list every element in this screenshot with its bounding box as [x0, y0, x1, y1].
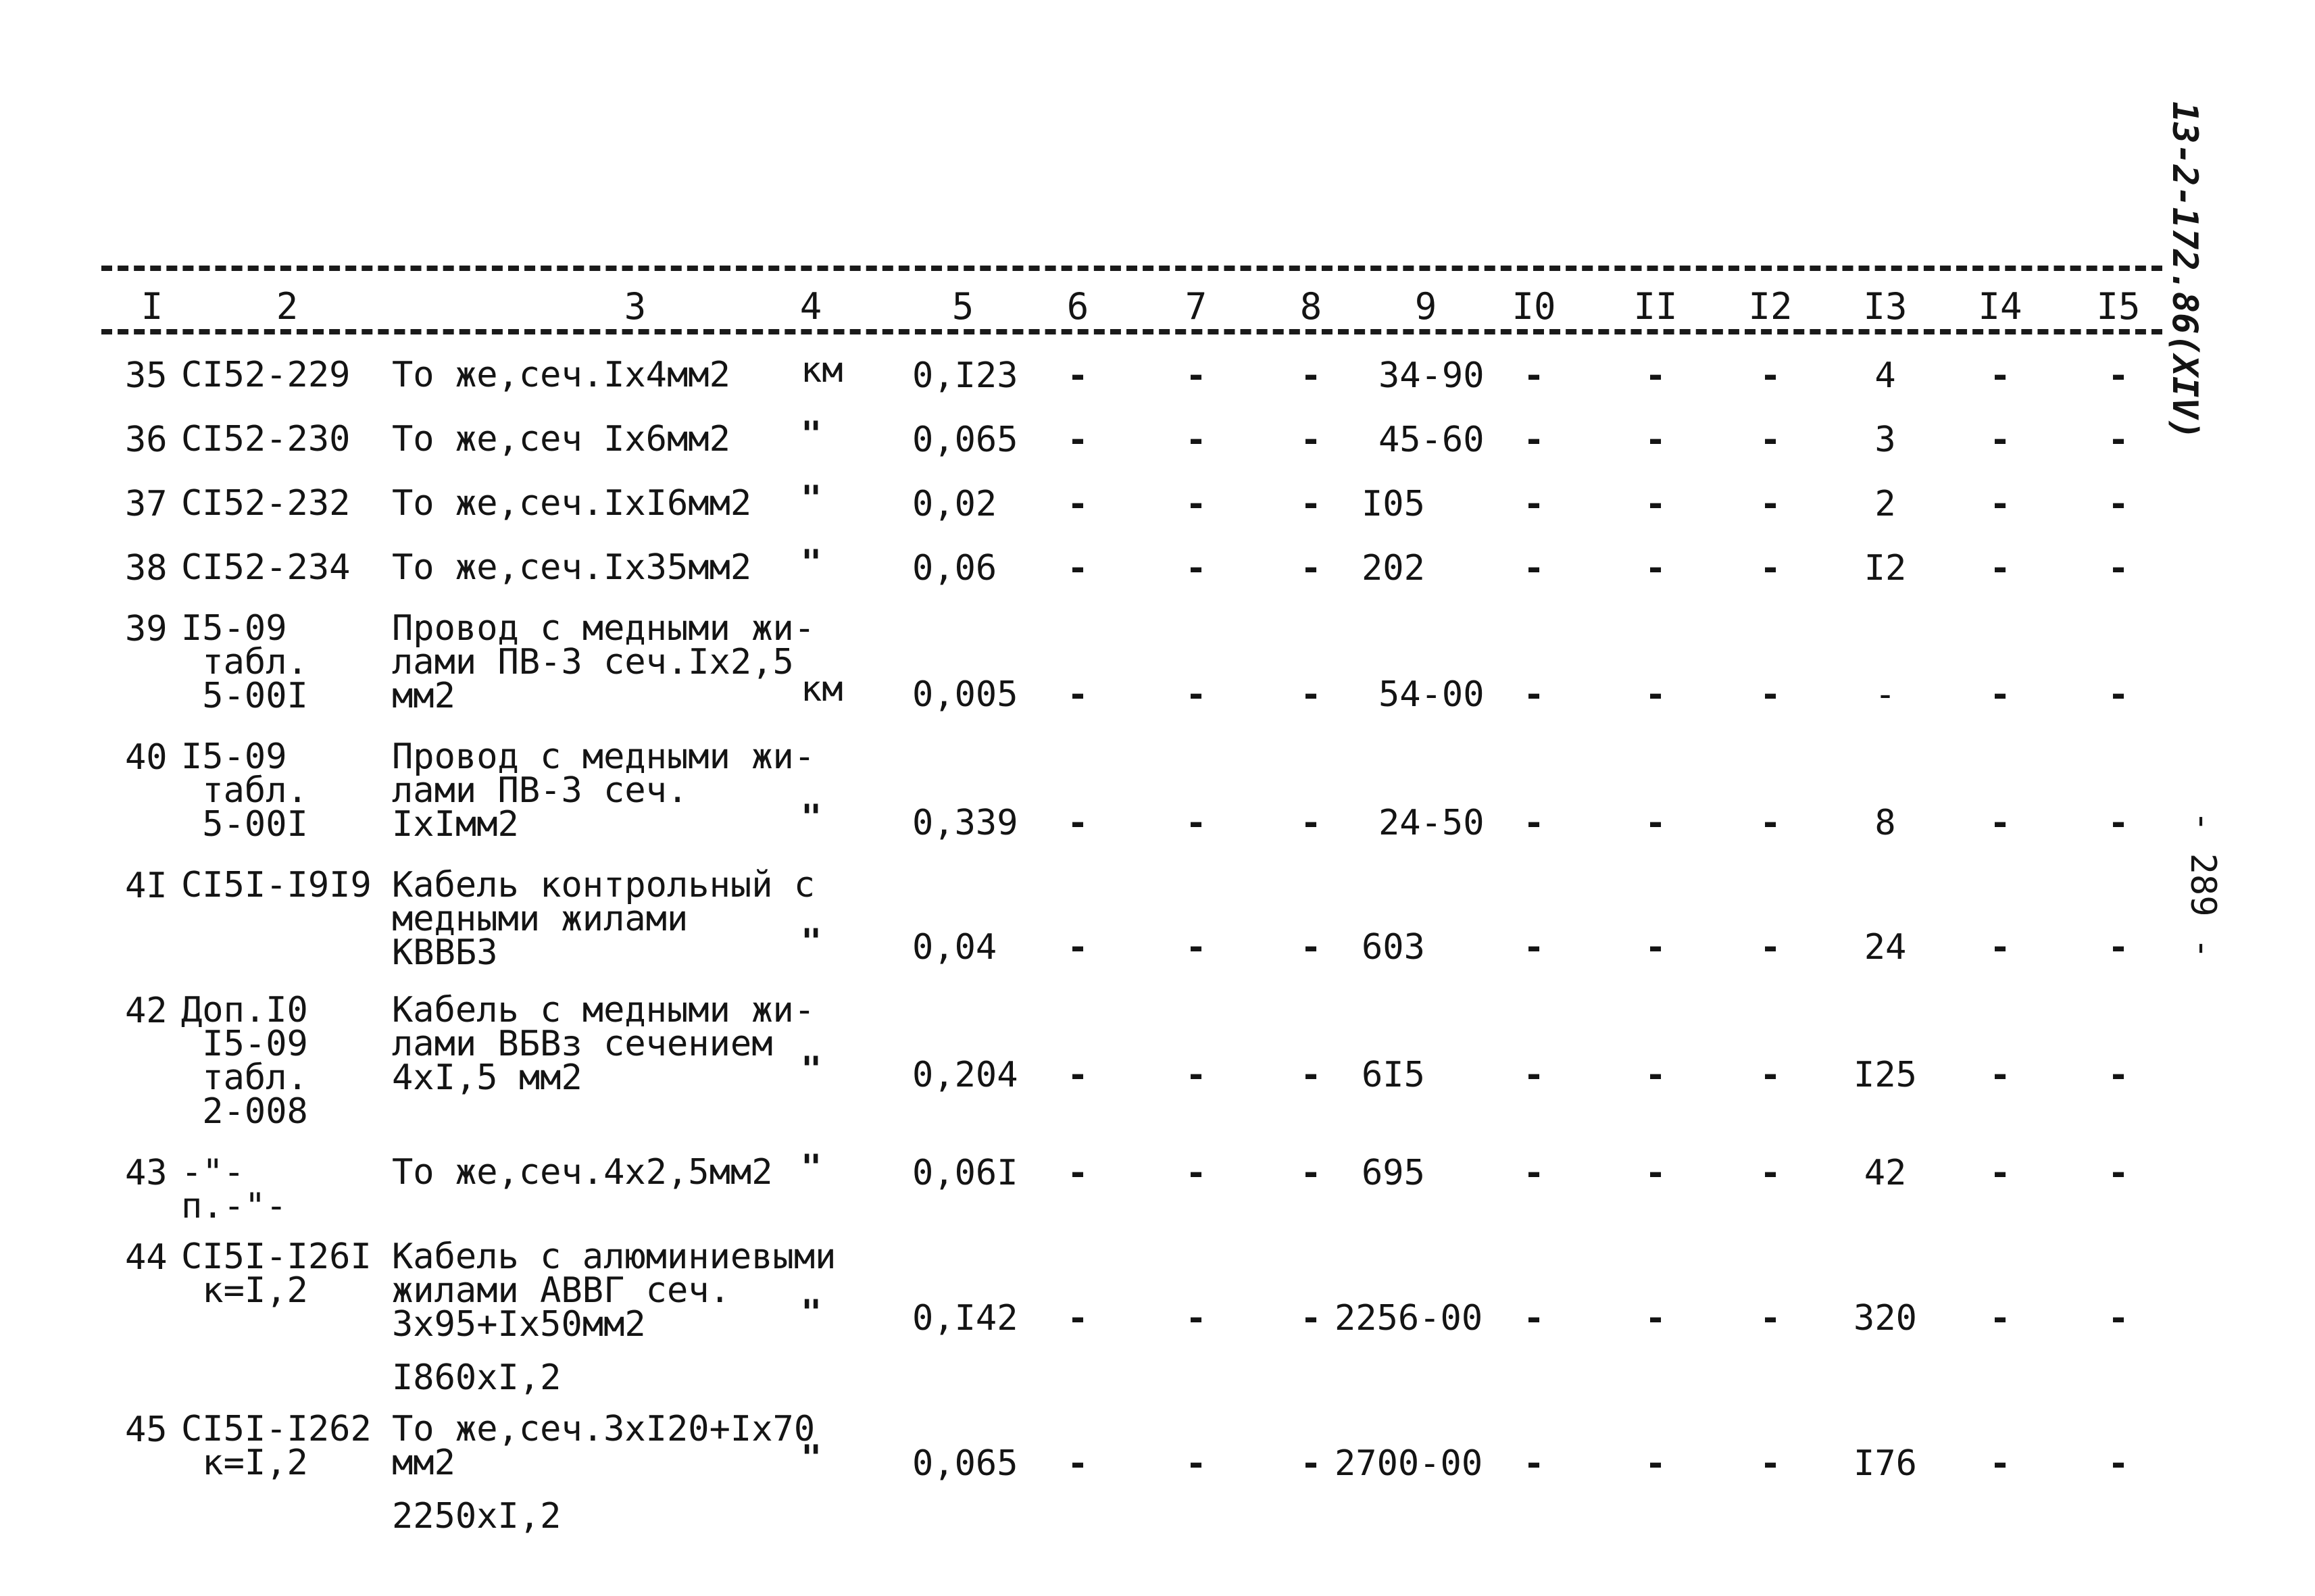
column-header-4: 4 — [799, 285, 822, 328]
row-number: 42 — [125, 991, 168, 1031]
row-c6: - — [1067, 548, 1089, 589]
row-quantity: 0,06I — [912, 1153, 1018, 1193]
row-price: 695 — [1362, 1153, 1425, 1193]
row-c11: - — [1645, 548, 1666, 589]
column-header-12: I2 — [1748, 285, 1793, 328]
row-description: Кабель с алюминиевыми жилами АВВГ сеч. 3х95+Iх50мм2 — [392, 1237, 837, 1345]
row-description-extra: 2250хI,2 — [392, 1496, 562, 1537]
row-c10: - — [1523, 1443, 1545, 1484]
row-c12: - — [1760, 803, 1781, 843]
row-description: То же,сеч.3хI20+Iх70 мм2 — [392, 1409, 816, 1483]
row-unit: " — [801, 1438, 822, 1478]
row-code: CI52-232 — [181, 483, 351, 524]
column-header-14: I4 — [1978, 285, 2022, 328]
row-c10: - — [1523, 1298, 1545, 1339]
row-c6: - — [1067, 420, 1089, 460]
row-quantity: 0,04 — [912, 927, 997, 968]
row-c15: - — [2108, 484, 2129, 524]
row-c14: - — [1989, 1443, 2011, 1484]
row-description: То же,сеч.IхI6мм2 — [392, 483, 752, 524]
row-c15: - — [2108, 355, 2129, 396]
row-number: 35 — [125, 355, 168, 396]
row-number: 45 — [125, 1410, 168, 1450]
row-col13: I25 — [1853, 1055, 1917, 1095]
row-price: 24-50 — [1378, 803, 1485, 843]
row-c7: - — [1185, 674, 1207, 715]
row-c7: - — [1185, 355, 1207, 396]
row-c8: - — [1300, 803, 1322, 843]
row-code: CI5I-I9I9 — [181, 865, 372, 905]
row-c14: - — [1989, 927, 2011, 968]
row-c8: - — [1300, 484, 1322, 524]
row-col13: 320 — [1853, 1298, 1917, 1339]
row-c15: - — [2108, 1298, 2129, 1339]
row-number: 37 — [125, 484, 168, 524]
row-c15: - — [2108, 548, 2129, 589]
row-price: 6I5 — [1362, 1055, 1425, 1095]
column-header-13: I3 — [1863, 285, 1908, 328]
row-c6: - — [1067, 1298, 1089, 1339]
row-c15: - — [2108, 1055, 2129, 1095]
row-unit: " — [801, 543, 822, 583]
row-c11: - — [1645, 927, 1666, 968]
row-c8: - — [1300, 1055, 1322, 1095]
row-c8: - — [1300, 1298, 1322, 1339]
row-unit: км — [801, 350, 843, 391]
row-c10: - — [1523, 355, 1545, 396]
row-unit: " — [801, 1049, 822, 1090]
row-col13: 42 — [1864, 1153, 1907, 1193]
row-c15: - — [2108, 1443, 2129, 1484]
column-header-15: I5 — [2096, 285, 2141, 328]
row-unit: " — [801, 1147, 822, 1188]
row-quantity: 0,I23 — [912, 355, 1018, 396]
row-c10: - — [1523, 803, 1545, 843]
row-c14: - — [1989, 674, 2011, 715]
column-header-10: I0 — [1512, 285, 1556, 328]
row-c15: - — [2108, 674, 2129, 715]
row-col13: I2 — [1864, 548, 1907, 589]
row-c7: - — [1185, 1298, 1207, 1339]
column-header-2: 2 — [276, 285, 299, 328]
row-description: Провод с медными жи- лами ПВ-3 сеч.Iх2,5 мм2 — [392, 608, 816, 716]
row-c14: - — [1989, 355, 2011, 396]
row-c14: - — [1989, 1298, 2011, 1339]
row-code: I5-09 табл. 5-00I — [181, 737, 308, 845]
row-description: То же,сеч.Iх35мм2 — [392, 547, 752, 588]
row-c10: - — [1523, 548, 1545, 589]
row-price: 2256-00 — [1335, 1298, 1483, 1339]
row-c11: - — [1645, 420, 1666, 460]
row-unit: км — [801, 669, 843, 709]
row-quantity: 0,065 — [912, 1443, 1018, 1484]
row-c10: - — [1523, 674, 1545, 715]
row-c11: - — [1645, 1055, 1666, 1095]
row-c12: - — [1760, 1298, 1781, 1339]
row-c7: - — [1185, 420, 1207, 460]
column-header-9: 9 — [1414, 285, 1437, 328]
row-col13: 3 — [1874, 420, 1896, 460]
row-c8: - — [1300, 927, 1322, 968]
header-top-rule — [101, 266, 2162, 271]
row-c7: - — [1185, 1153, 1207, 1193]
row-c8: - — [1300, 1443, 1322, 1484]
row-c14: - — [1989, 548, 2011, 589]
row-c15: - — [2108, 803, 2129, 843]
column-header-11: II — [1633, 285, 1678, 328]
row-description: Кабель контрольный с медными жилами КВВБЗ — [392, 865, 816, 973]
row-c10: - — [1523, 927, 1545, 968]
row-c12: - — [1760, 548, 1781, 589]
column-header-5: 5 — [951, 285, 974, 328]
row-c12: - — [1760, 1443, 1781, 1484]
row-quantity: 0,02 — [912, 484, 997, 524]
row-c7: - — [1185, 484, 1207, 524]
row-c15: - — [2108, 420, 2129, 460]
row-c7: - — [1185, 1055, 1207, 1095]
row-c15: - — [2108, 1153, 2129, 1193]
row-number: 40 — [125, 737, 168, 778]
row-quantity: 0,005 — [912, 674, 1018, 715]
row-c6: - — [1067, 1055, 1089, 1095]
row-unit: " — [801, 414, 822, 455]
row-quantity: 0,06 — [912, 548, 997, 589]
row-c7: - — [1185, 548, 1207, 589]
row-c12: - — [1760, 484, 1781, 524]
row-c12: - — [1760, 1153, 1781, 1193]
row-number: 36 — [125, 420, 168, 460]
column-header-6: 6 — [1066, 285, 1089, 328]
row-description: Провод с медными жи- лами ПВ-3 сеч. IхIмм2 — [392, 737, 816, 845]
row-c12: - — [1760, 1055, 1781, 1095]
row-description: То же,сеч Iх6мм2 — [392, 419, 730, 459]
row-c12: - — [1760, 674, 1781, 715]
row-col13: I76 — [1853, 1443, 1917, 1484]
row-code: CI52-234 — [181, 547, 351, 588]
row-quantity: 0,065 — [912, 420, 1018, 460]
row-c12: - — [1760, 420, 1781, 460]
row-c10: - — [1523, 484, 1545, 524]
page-number: - 289 - — [2183, 811, 2223, 959]
row-col13: 4 — [1874, 355, 1896, 396]
row-price: 54-00 — [1378, 674, 1485, 715]
row-price: I05 — [1362, 484, 1425, 524]
row-c15: - — [2108, 927, 2129, 968]
row-c10: - — [1523, 1055, 1545, 1095]
row-c12: - — [1760, 355, 1781, 396]
row-unit: " — [801, 478, 822, 519]
row-quantity: 0,I42 — [912, 1298, 1018, 1339]
document-page: 13-2-172.86(XIV) - 289 - I 2 3 4 5 6 7 8 9 I0 II I2 I3 I4 I5 35 CI52-229 То же,сеч.Iх4мм2 км 0,I23 34-90 4 - - - - - - - - 36 CI52-230 То же,сеч Iх6мм2 " 0,065 45-60 3 - - - - - - - - 37 CI52-232 То же,сеч.IхI6мм2 " 0,02 I05 2 - - - - - - - - 38 CI52-234 То же,сеч.Iх35мм2 " 0,06 202 I2 - - - - - - - - 39 I5-09 табл. 5-00I Провод с медными жи- лами ПВ-3 сеч.Iх2,5 мм2 км 0,005 54-00 - - - - - - - - - 40 I5-09 табл. 5-00I Провод с медными жи- лами ПВ-3 сеч. IхIмм2 " 0,339 24-50 8 - - - - - - - - 4I CI5I-I9I9 Кабель контрольный с медными жилами КВВБЗ " 0,04 603 24 - - - - - - - - 42 Доп.I0 I5-09 табл. 2-008 Кабель с медными жи- лами ВБВз сечением 4хI,5 мм2 " 0,204 6I5 I25 - - - - - - - - 43 -"- п.-"- То же,сеч.4х2,5мм2 " 0,06I 695 42 - - - - - - - - 44 CI5I-I26I к=I,2 Кабель с алюминиевыми жилами АВВГ сеч. 3х95+Iх50мм2 I860хI,2 " 0,I42 2256-00 320 - - - - - - - - 45 CI5I-I262 к=I,2 То же,сеч.3хI20+Iх70 мм2 2250хI,2 " 0,065 2700-00 I76 - - - - - - - - — [0, 0, 2315, 1596]
row-c14: - — [1989, 420, 2011, 460]
row-price: 202 — [1362, 548, 1425, 589]
column-header-1: I — [141, 285, 164, 328]
row-c12: - — [1760, 927, 1781, 968]
row-number: 38 — [125, 548, 168, 589]
row-c6: - — [1067, 674, 1089, 715]
row-c11: - — [1645, 1153, 1666, 1193]
row-c11: - — [1645, 355, 1666, 396]
row-c11: - — [1645, 1298, 1666, 1339]
row-price: 2700-00 — [1335, 1443, 1483, 1484]
row-c6: - — [1067, 1153, 1089, 1193]
row-col13: - — [1874, 674, 1896, 715]
row-number: 39 — [125, 609, 168, 649]
row-number: 43 — [125, 1153, 168, 1193]
row-price: 45-60 — [1378, 420, 1485, 460]
row-unit: " — [801, 797, 822, 838]
row-code: -"- п.-"- — [181, 1152, 287, 1226]
row-quantity: 0,204 — [912, 1055, 1018, 1095]
row-unit: " — [801, 1293, 822, 1333]
row-c8: - — [1300, 1153, 1322, 1193]
row-number: 4I — [125, 866, 168, 906]
column-header-3: 3 — [624, 285, 647, 328]
row-c6: - — [1067, 1443, 1089, 1484]
row-c7: - — [1185, 927, 1207, 968]
row-c6: - — [1067, 803, 1089, 843]
row-c14: - — [1989, 1055, 2011, 1095]
row-c8: - — [1300, 548, 1322, 589]
row-c7: - — [1185, 1443, 1207, 1484]
row-code: CI5I-I262 к=I,2 — [181, 1409, 372, 1483]
row-price: 34-90 — [1378, 355, 1485, 396]
row-c14: - — [1989, 1153, 2011, 1193]
row-c11: - — [1645, 674, 1666, 715]
row-c10: - — [1523, 1153, 1545, 1193]
row-code: Доп.I0 I5-09 табл. 2-008 — [181, 990, 308, 1132]
row-c11: - — [1645, 803, 1666, 843]
row-c11: - — [1645, 1443, 1666, 1484]
row-col13: 8 — [1874, 803, 1896, 843]
row-description: То же,сеч.4х2,5мм2 — [392, 1152, 773, 1193]
row-c8: - — [1300, 674, 1322, 715]
row-c10: - — [1523, 420, 1545, 460]
column-header-8: 8 — [1299, 285, 1322, 328]
row-col13: 2 — [1874, 484, 1896, 524]
row-code: CI52-229 — [181, 355, 351, 395]
row-description-extra: I860хI,2 — [392, 1357, 562, 1398]
row-description: То же,сеч.Iх4мм2 — [392, 355, 730, 395]
row-c6: - — [1067, 355, 1089, 396]
row-c8: - — [1300, 420, 1322, 460]
row-code: I5-09 табл. 5-00I — [181, 608, 308, 716]
row-number: 44 — [125, 1237, 168, 1278]
row-unit: " — [801, 922, 822, 962]
column-header-7: 7 — [1185, 285, 1208, 328]
row-c6: - — [1067, 484, 1089, 524]
row-quantity: 0,339 — [912, 803, 1018, 843]
row-code: CI52-230 — [181, 419, 351, 459]
row-price: 603 — [1362, 927, 1425, 968]
header-bottom-rule — [101, 329, 2162, 334]
row-description: Кабель с медными жи- лами ВБВз сечением 4хI,5 мм2 — [392, 990, 816, 1098]
row-c14: - — [1989, 803, 2011, 843]
row-c14: - — [1989, 484, 2011, 524]
row-code: CI5I-I26I к=I,2 — [181, 1237, 372, 1311]
row-c7: - — [1185, 803, 1207, 843]
row-col13: 24 — [1864, 927, 1907, 968]
row-c6: - — [1067, 927, 1089, 968]
row-c8: - — [1300, 355, 1322, 396]
row-c11: - — [1645, 484, 1666, 524]
